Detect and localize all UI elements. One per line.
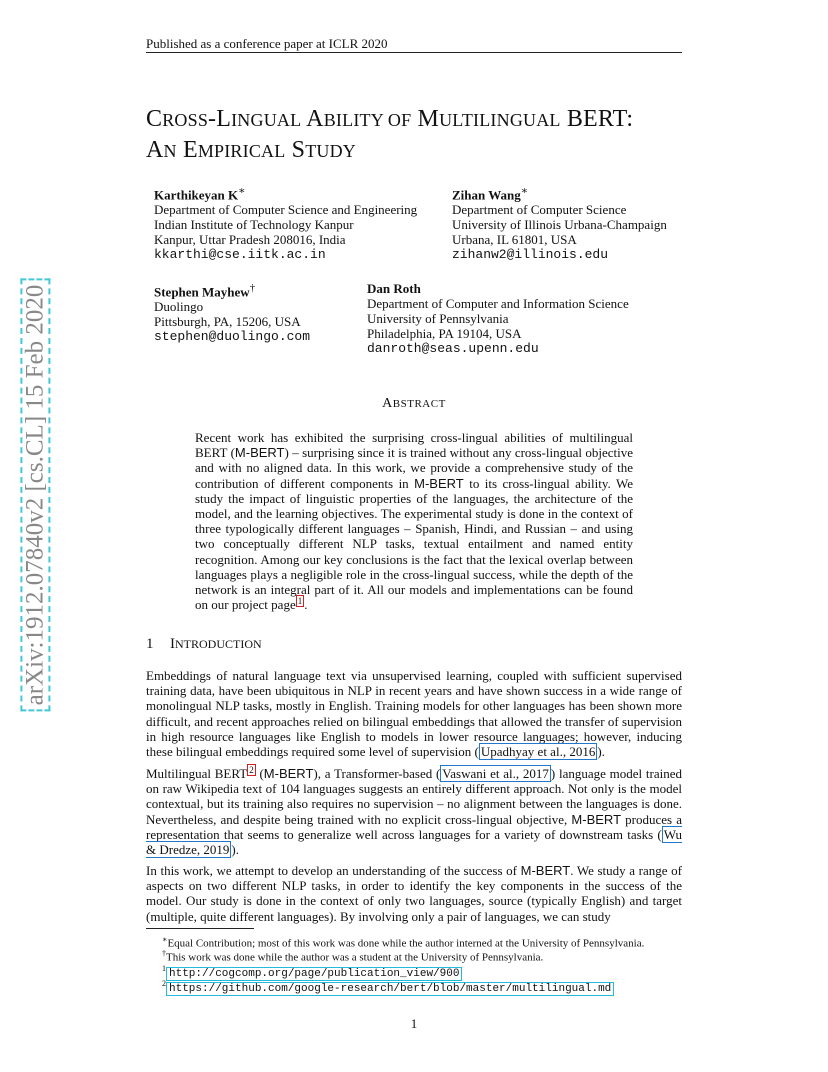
title-cap: -L [208, 106, 232, 132]
section-heading [146, 636, 262, 653]
section-number: 1 [146, 636, 154, 652]
section-title-cap: I [170, 636, 175, 652]
mbert-term: M-BERT [520, 863, 571, 878]
paragraph-text: Embeddings of natural language text via unsupervised learning, coupled with sufficient supervised training data, have been ubiquitous in NLP in recent years and have shown success in a wide range of monolingual NLP tasks, mostly in English. Training models for other languages has been shown more difficult, and recent approaches relied on bilingual embeddings that allowed the transfer of supervision in high resource languages like English to models in lower resource languages; however, inducing these bilingual embeddings required some level of supervision ( [146, 668, 682, 760]
footnote-link-1[interactable]: 1 [297, 595, 303, 606]
paragraph-text: In this work, we attempt to develop an understanding of the success of [146, 863, 521, 878]
paragraph-text: produces a representation that seems to generalize well across languages for a variety of downstream tasks ( [146, 811, 682, 842]
abstract-heading-sc: BSTRACT [392, 398, 446, 410]
header-rule [146, 52, 682, 53]
arxiv-stamp[interactable] [22, 250, 48, 740]
title-sc: ROSS [162, 110, 209, 130]
paper-title [146, 104, 633, 166]
title-line-2 [146, 135, 633, 166]
abstract-text: ) – surprising since it is trained without any cross-lingual objective and with no aligned data. In this work, we provide a comprehensive study of the contribution of different components in [195, 445, 633, 491]
author-affiliation: Kanpur, Uttar Pradesh 208016, India [154, 232, 346, 248]
author-affiliation: Indian Institute of Technology Kanpur [154, 217, 354, 233]
author-email[interactable]: danroth@seas.upenn.edu [367, 341, 539, 356]
citation-link[interactable]: Wu & Dredze, 2019 [146, 826, 682, 858]
abstract-heading-cap: A [382, 396, 393, 411]
author-affiliation: Department of Computer Science and Engineering [154, 202, 418, 218]
author-affiliation: University of Pennsylvania [367, 311, 509, 326]
author-name: Dan Roth [367, 281, 421, 296]
author-mark: † [249, 282, 256, 294]
title-sc: BILITY OF [323, 110, 412, 130]
footnote-text: Equal Contribution; most of this work was done while the author interned at the University of Pennsylvania. [167, 937, 645, 950]
author-block-1 [154, 184, 417, 262]
author-email[interactable]: kkarthi@cse.iitk.ac.in [154, 247, 326, 263]
paragraph-2 [146, 766, 682, 857]
author-email[interactable]: zihanw2@illinois.edu [452, 247, 609, 263]
abstract-text: Recent work has exhibited the surprising cross-lingual abilities of multilingual BERT ( [195, 430, 633, 461]
title-cap: E [176, 137, 198, 163]
title-line-1 [146, 104, 633, 135]
footnote-text: This work was done while the author was a student at the University of Pennsylvania. [166, 951, 544, 964]
author-affiliation: Department of Computer Science [452, 202, 627, 218]
paragraph-text: ) language model trained on raw Wikipedia text of 104 languages suggests an entirely different approach. Not only is the model contextual, but its training also requires no supervision – no alignment between the languages is done. Nevertheless, and despite being trained with no explicit cross-lingual objective, [146, 766, 682, 827]
footnote-rule [146, 928, 254, 929]
page-number: 1 [410, 1016, 418, 1031]
abstract-heading [0, 396, 828, 412]
footnote-url-link[interactable]: https://github.com/google-research/bert/blob/master/multilingual.md [166, 982, 614, 996]
abstract-body [195, 430, 633, 612]
author-name: Zihan Wang [452, 187, 521, 203]
author-affiliation: Department of Computer and Information Science [367, 296, 629, 311]
arxiv-stamp-text: arXiv:1912.07840v2 [cs.CL] 15 Feb 2020 [20, 279, 50, 712]
title-sc: N [163, 141, 177, 161]
author-affiliation: Pittsburgh, PA, 15206, USA [154, 314, 301, 330]
footnote-mark: † [162, 949, 166, 958]
title-cap: BERT: [560, 106, 634, 132]
author-affiliation: Philadelphia, PA 19104, USA [367, 326, 522, 341]
author-block-2 [452, 184, 667, 262]
author-block-4 [367, 281, 629, 356]
author-name: Karthikeyan K [154, 187, 239, 203]
section-title-sc: NTRODUCTION [175, 637, 262, 651]
paragraph-text: ), a Transformer-based ( [313, 766, 441, 781]
mbert-term: M-BERT [234, 445, 285, 461]
author-affiliation: University of Illinois Urbana-Champaign [452, 217, 667, 233]
abstract-text: . [304, 597, 308, 613]
paragraph-1 [146, 668, 682, 759]
author-email[interactable]: stephen@duolingo.com [154, 329, 311, 345]
citation-link[interactable]: Upadhyay et al., 2016 [480, 744, 596, 760]
paragraph-text: ). [597, 744, 605, 760]
footnote-url-link[interactable]: http://cogcomp.org/page/publication_view/900 [166, 967, 462, 981]
abstract-text: to its cross-lingual ability. We study the impact of linguistic properties of the languages, the architecture of the model, and the learning objectives. The experimental study is done in the context of three typologically different languages – Spanish, Hindi, and Russian – and using two conceptually different NLP tasks, textual entailment and named entity recognition. Among our key conclusions is the fact that the lexical overlap between languages plays a negligible role in the cross-lingual success, while the depth of the network is an integral part of it. All our models and implementations can be found on our project page [195, 475, 633, 613]
title-sc: TUDY [305, 141, 356, 161]
mbert-term: M-BERT [263, 766, 314, 781]
footnote-link-2[interactable]: 2 [249, 764, 254, 775]
title-cap: C [146, 106, 163, 132]
running-head: Published as a conference paper at ICLR 2020 [146, 36, 388, 51]
title-sc: MPIRICAL [197, 141, 286, 161]
author-block-3 [154, 281, 310, 344]
paragraph-text: ). [231, 842, 239, 858]
title-sc: ULTILINGUAL [439, 110, 561, 130]
citation-link[interactable]: Vaswani et al., 2017 [442, 766, 549, 781]
author-mark: ∗ [238, 185, 246, 197]
author-affiliation: Urbana, IL 61801, USA [452, 232, 577, 248]
footnote-mark: 2 [162, 979, 166, 988]
mbert-term: M-BERT [414, 475, 464, 491]
title-cap: M [411, 106, 440, 132]
footnote-4 [162, 977, 614, 996]
mbert-term: M-BERT [571, 811, 622, 827]
footnote-mark: ∗ [162, 935, 168, 944]
paragraph-text: . We study a range of aspects on two different NLP tasks, in order to identify the key components in the success of the model. Our study is done in the context of only two languages, source (typically English) and target (multiple, quite different languages). By involving only a pair of languages, we can study [146, 863, 683, 924]
author-name: Stephen Mayhew [154, 284, 250, 300]
footnote-mark: 1 [162, 964, 166, 973]
author-affiliation: Duolingo [154, 299, 204, 315]
paragraph-text: ( [255, 766, 264, 781]
paragraph-3 [146, 863, 682, 924]
author-mark: ∗ [520, 185, 529, 197]
title-cap: S [285, 137, 306, 163]
title-cap: A [301, 106, 324, 132]
title-sc: INGUAL [231, 110, 302, 130]
paragraph-text: Multilingual BERT [146, 766, 248, 781]
title-cap: A [146, 137, 164, 163]
